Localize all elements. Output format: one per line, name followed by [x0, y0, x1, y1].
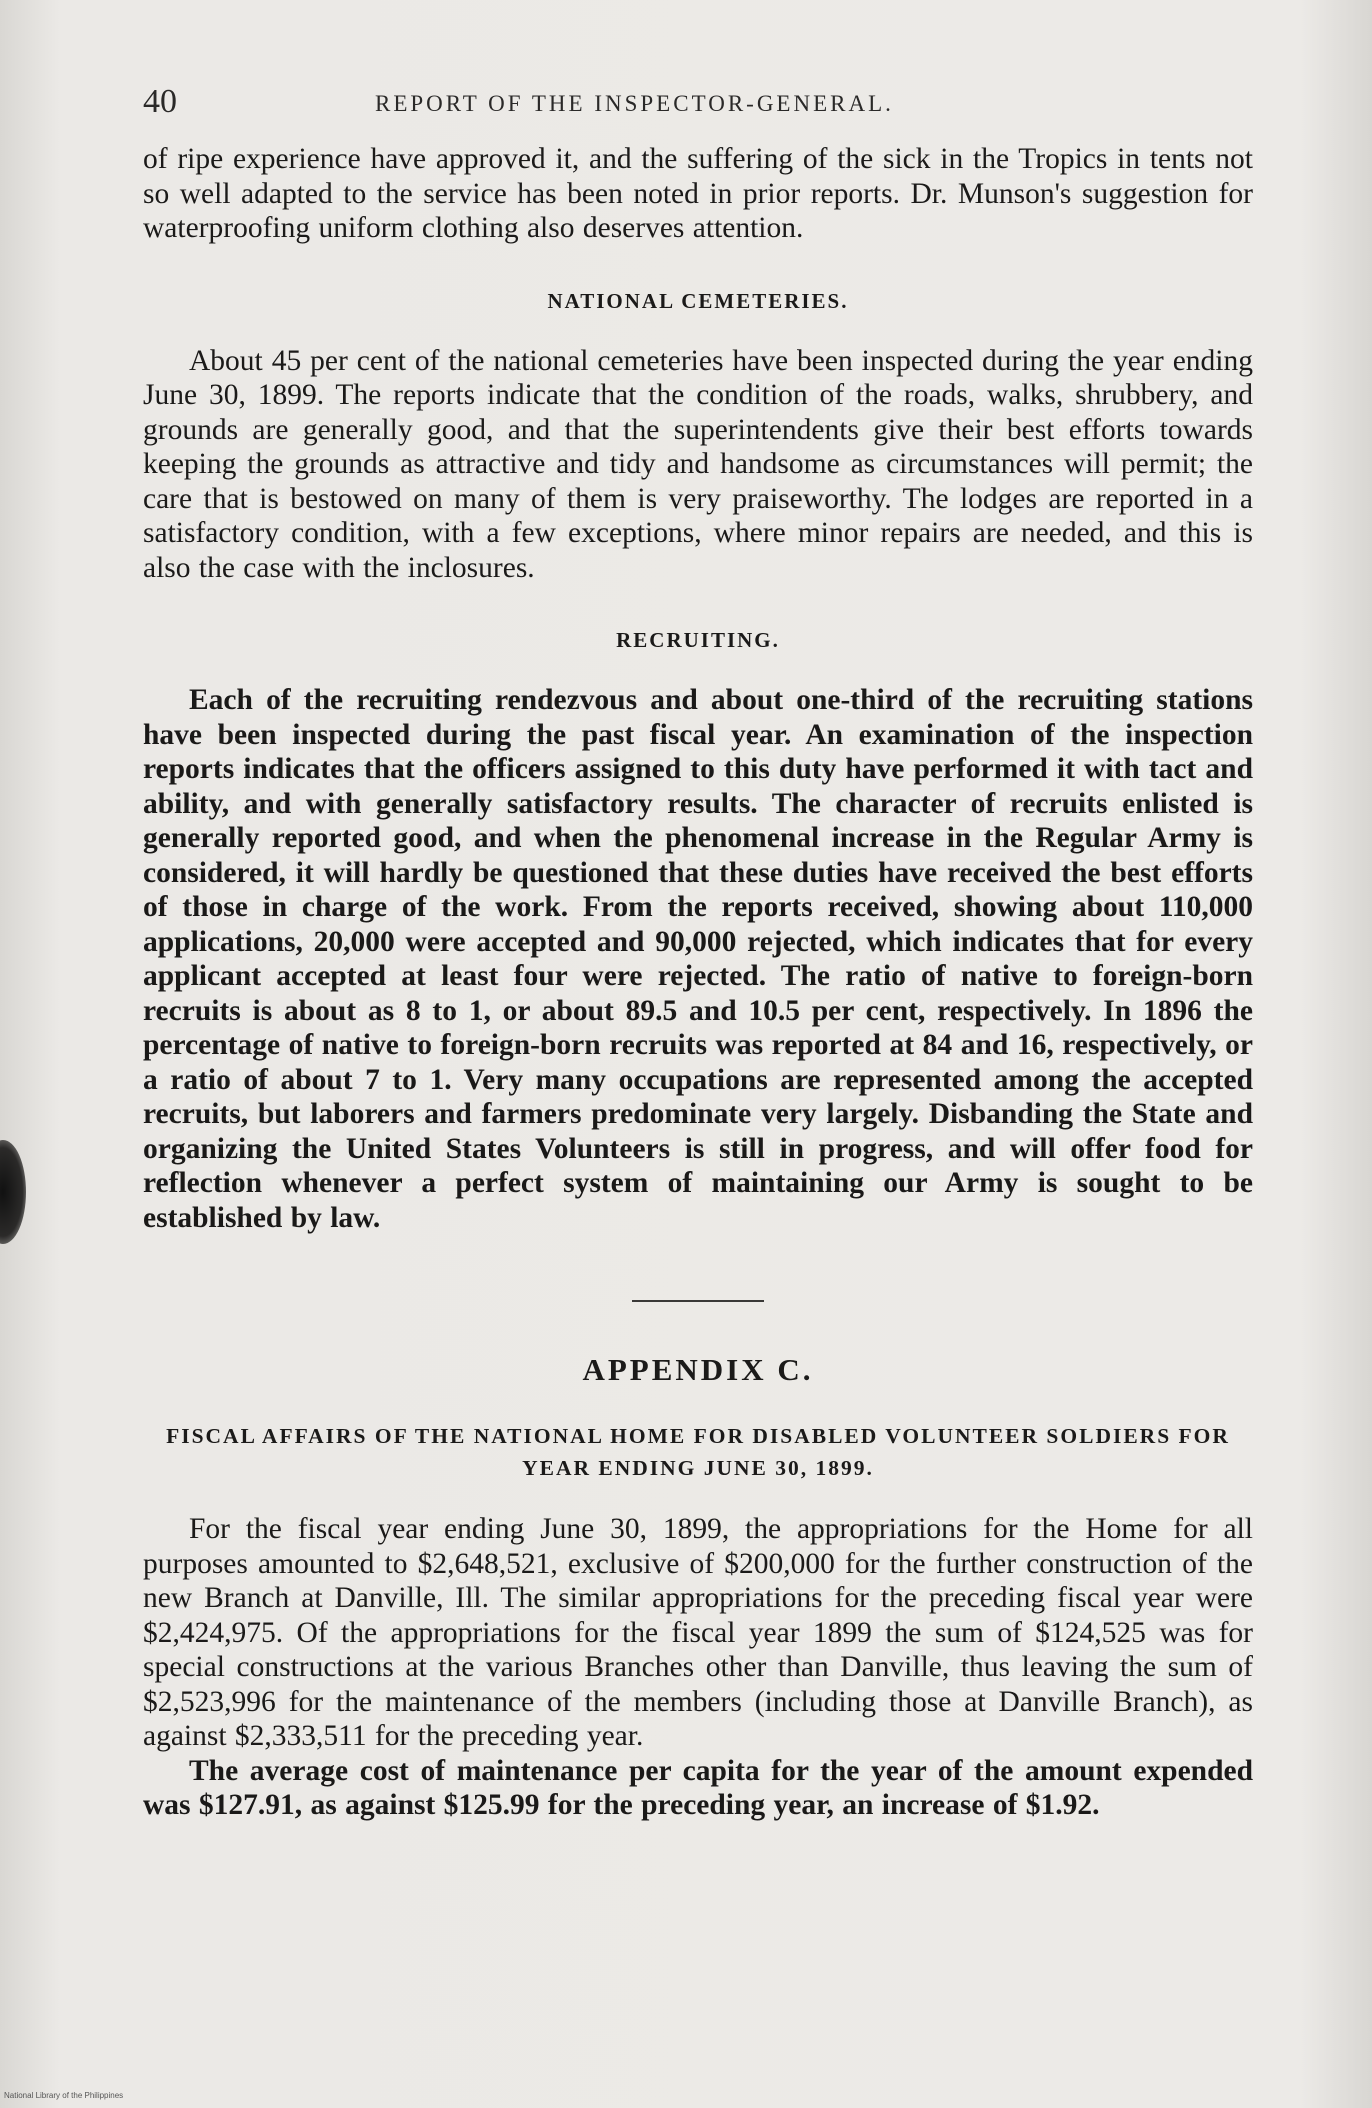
intro-paragraph: of ripe experience have approved it, and the suffering of the sick in the Tropics in tents not so well adapted to the service has been noted in prior reports. Dr. Munson's suggestion for waterproofing uniform clothing also deserves attention.: [143, 143, 1253, 244]
fiscal-paragraph-1: For the fiscal year ending June 30, 1899, the appropriations for the Home for all purposes amounted to $2,648,521, exclusive of $200,000 for the further construction of the new Branch at Danville, Ill. The similar appropriations for the preceding fiscal year were $2,424,975. Of the appropriations for the fiscal year 1899 the sum of $124,525 was for special constructions at the various Branches other than Danville, thus leaving the sum of $2,523,996 for the maintenance of the members (including those at Danville Branch), as against $2,333,511 for the preceding year.: [143, 1513, 1253, 1752]
heading-fiscal-affairs: FISCAL AFFAIRS OF THE NATIONAL HOME FOR DISABLED VOLUNTEER SOLDIERS FOR YEAR ENDING JUNE 30, 1899.: [166, 1424, 1230, 1480]
running-header: [143, 80, 1253, 124]
footer-credit: National Library of the Philippines: [4, 2091, 124, 2100]
page-content: [143, 142, 1253, 1823]
heading-national-cemeteries: NATIONAL CEMETERIES.: [547, 288, 849, 313]
heading-recruiting: RECRUITING.: [616, 628, 780, 652]
page-number: 40: [143, 83, 177, 120]
section-divider: [632, 1300, 764, 1302]
appendix-title: APPENDIX C.: [582, 1352, 814, 1387]
recruiting-paragraph: Each of the recruiting rendezvous and about one-third of the recruiting stations have been inspected during the past fiscal year. An examination of the inspection reports indicates that the officers assigned to this duty have performed it with tact and ability, and with generally satisfactory results. The character of recruits enlisted is generally reported good, and when the phenomenal increase in the Regular Army is considered, it will hardly be questioned that these duties have received the best efforts of those in charge of the work. From the reports received, showing about 110,000 applications, 20,000 were accepted and 90,000 rejected, which indicates that for every applicant accepted at least four were rejected. The ratio of native to foreign-born recruits is about as 8 to 1, or about 89.5 and 10.5 per cent, respectively. In 1896 the percentage of native to foreign-born recruits was reported at 84 and 16, respectively, or a ratio of about 7 to 1. Very many occupations are represented among the accepted recruits, but laborers and farmers predominate very largely. Disbanding the State and organizing the United States Volunteers is still in progress, and will offer food for reflection whenever a perfect system of maintaining our Army is sought to be established by law.: [143, 684, 1253, 1234]
fiscal-paragraph-2: The average cost of maintenance per capita for the year of the amount expended was $127.91, as against $125.99 for the preceding year, an increase of $1.92.: [143, 1754, 1253, 1821]
binding-hole-mark: [0, 1140, 26, 1244]
header-title: REPORT OF THE INSPECTOR-GENERAL.: [375, 91, 894, 116]
cemeteries-paragraph: About 45 per cent of the national cemeteries have been inspected during the year ending June 30, 1899. The reports indicate that the condition of the roads, walks, shrubbery, and grounds are generally good, and that the superintendents give their best efforts towards keeping the grounds as attractive and tidy and handsome as circumstances will permit; the care that is bestowed on many of them is very praiseworthy. The lodges are reported in a satisfactory condition, with a few exceptions, where minor repairs are needed, and this is also the case with the inclosures.: [143, 344, 1253, 584]
